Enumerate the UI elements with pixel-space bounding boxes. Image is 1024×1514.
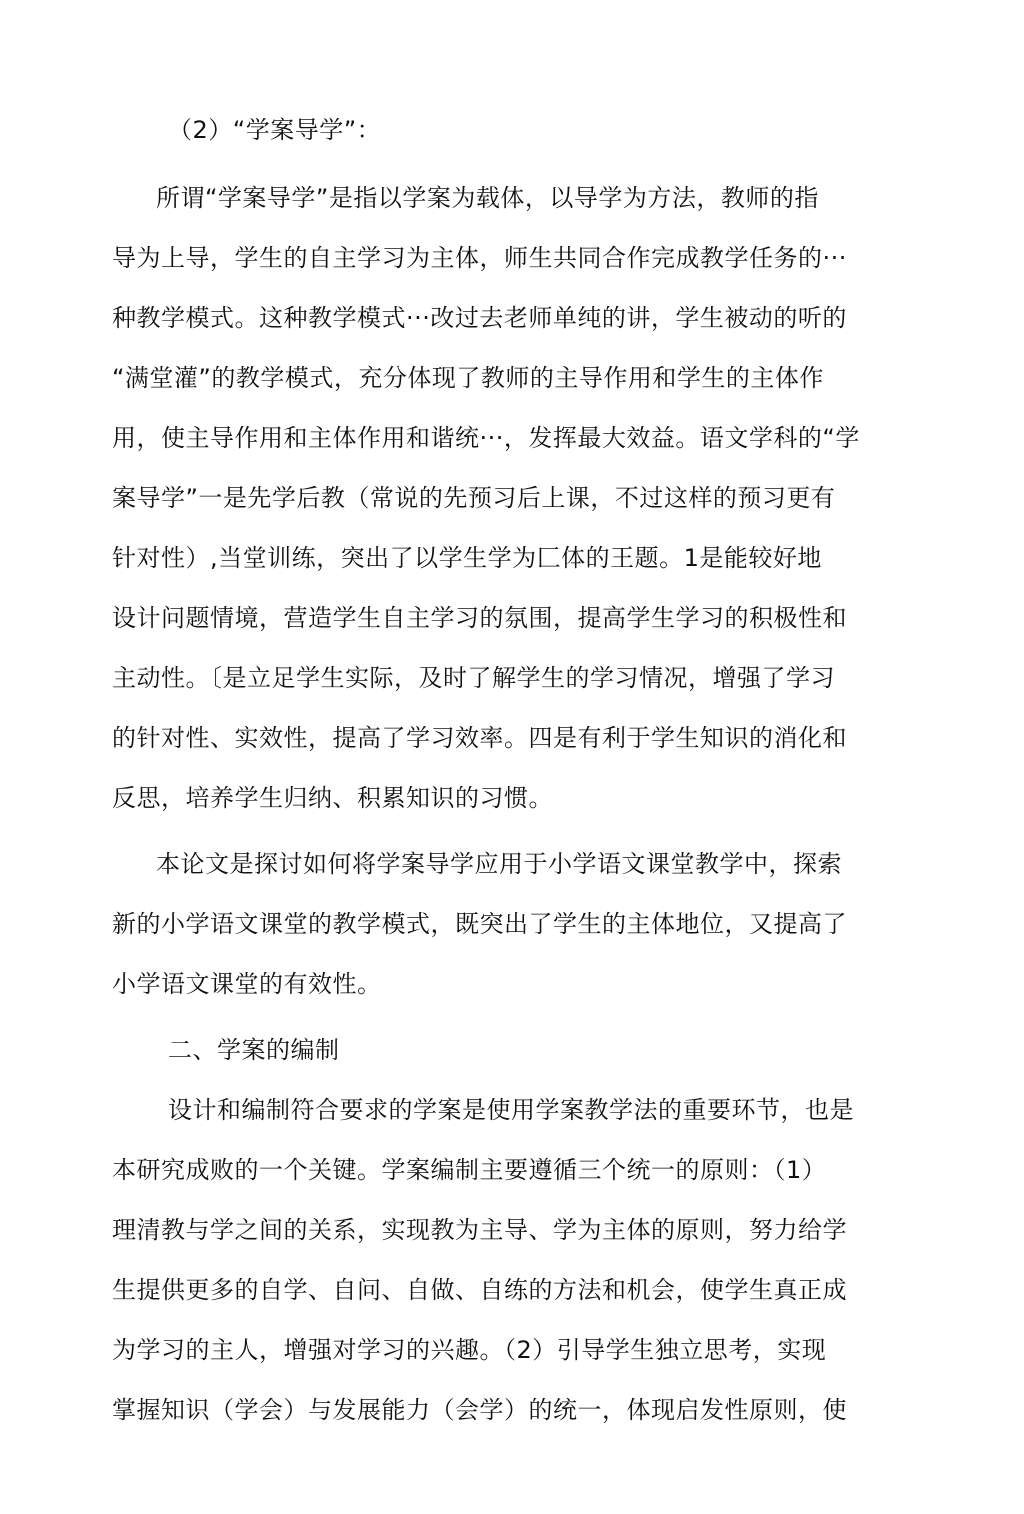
paragraph-line: 掌握知识（学会）与发展能力（会学）的统一，体现启发性原则，使: [112, 1396, 847, 1424]
paragraph-line: 本研究成败的一个关键。学案编制主要遵循三个统一的原则：（1）: [112, 1156, 827, 1184]
paragraph-line: 针对性）,当堂训练，突出了以学生学为匚体的王题。1是能较好地: [112, 544, 822, 572]
section-heading: 二、学案的编制: [168, 1036, 340, 1064]
paragraph-line: 理清教与学之间的关系，实现教为主导、学为主体的原则，努力给学: [112, 1216, 847, 1244]
paragraph-line: 的针对性、实效性，提高了学习效率。四是有利于学生知识的消化和: [112, 724, 847, 752]
paragraph-line: 小学语文课堂的有效性。: [112, 970, 382, 998]
paragraph-line: 用，使主导作用和主体作用和谐统···，发挥最大效益。语文学科的“学: [112, 424, 860, 452]
paragraph-line: 生提供更多的自学、自问、自做、自练的方法和机会，使学生真正成: [112, 1276, 847, 1304]
paragraph-line: 种教学模式。这种教学模式···改过去老师单纯的讲，学生被动的听的: [112, 304, 847, 332]
paragraph-line: 反思，培养学生归纳、积累知识的习惯。: [112, 784, 553, 812]
paragraph-line: 设计和编制符合要求的学案是使用学案教学法的重要环节，也是: [168, 1096, 854, 1124]
paragraph-line: “满堂灌”的教学模式，充分体现了教师的主导作用和学生的主体作: [112, 364, 824, 392]
paragraph-line: 导为上导，学生的自主学习为主体，师生共同合作完成教学任务的···: [112, 244, 847, 272]
paragraph-line: 所谓“学案导学”是指以学案为载体，以导学为方法，教师的指: [156, 184, 819, 212]
paragraph-line: 本论文是探讨如何将学案导学应用于小学语文课堂教学中，探索: [156, 850, 842, 878]
paragraph-line: 为学习的主人，增强对学习的兴趣。（2）引导学生独立思考，实现: [112, 1336, 827, 1364]
paragraph-line: 设计问题情境，营造学生自主学习的氛围，提高学生学习的积极性和: [112, 604, 847, 632]
paragraph-line: 主动性。〔是立足学生实际，及时了解学生的学习情况，增强了学习: [112, 664, 835, 692]
paragraph-line: 新的小学语文课堂的教学模式，既突出了学生的主体地位，又提高了: [112, 910, 847, 938]
subheading-xuean-daoxue: （2）“学案导学”：: [168, 116, 382, 144]
paragraph-line: 案导学”一是先学后教（常说的先预习后上课，不过这样的预习更有: [112, 484, 836, 512]
